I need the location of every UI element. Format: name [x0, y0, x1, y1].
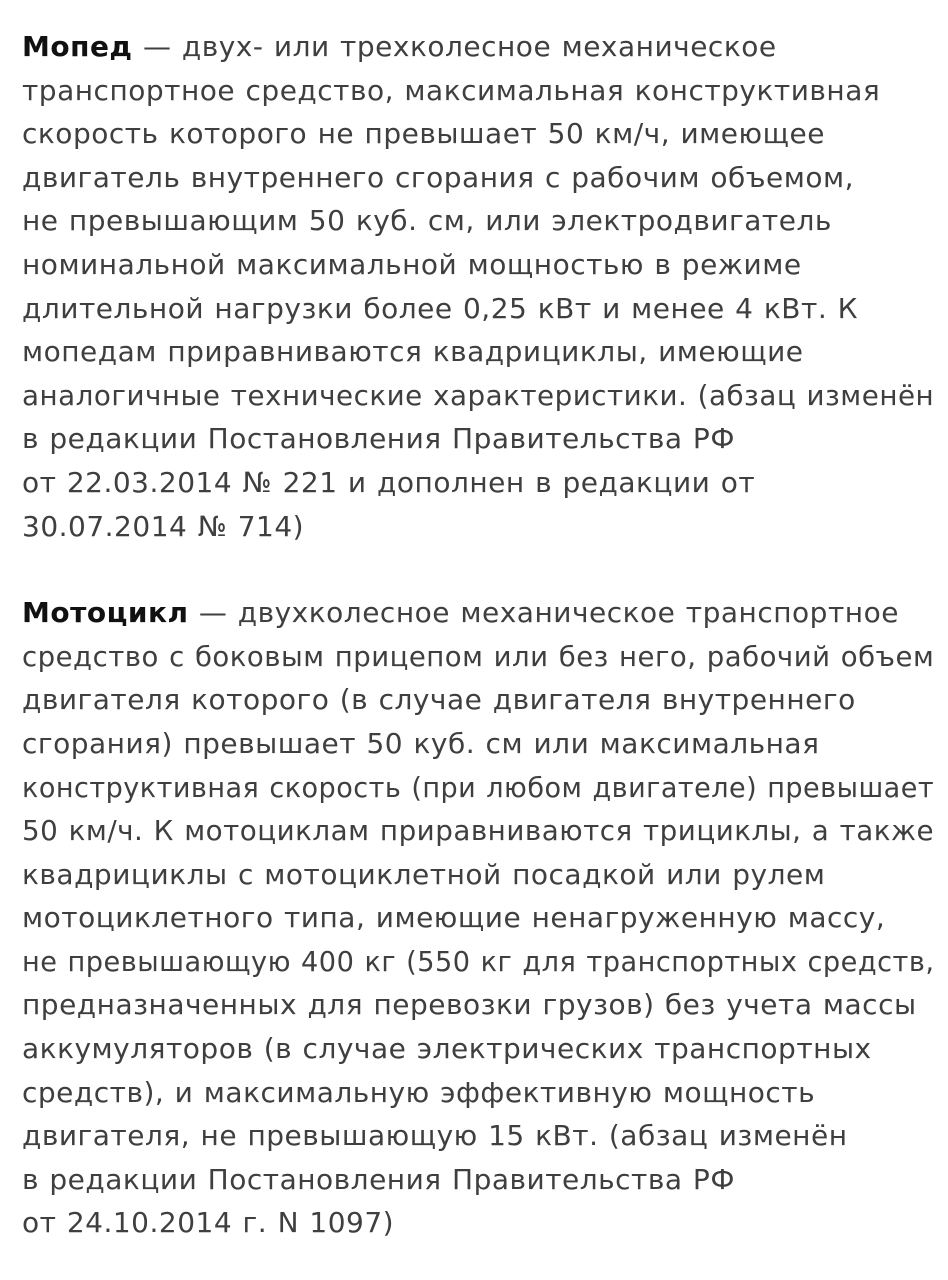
definition-text-line: мотоциклетного типа, имеющие ненагруженную массу, — [22, 901, 886, 935]
term-moped: Мопед — [22, 30, 133, 63]
definition-text-line: длительной нагрузки более 0,25 кВт и менее 4 кВт. К — [22, 291, 858, 325]
definition-text-line: не превышающим 50 куб. см, или электродвигатель — [22, 204, 832, 238]
definition-text-line: 30.07.2014 № 714) — [22, 509, 305, 543]
definition-text-line: мопедам приравниваются квадрициклы, имеющие — [22, 335, 804, 369]
definition-text-line: двигателя которого (в случае двигателя внутреннего — [22, 683, 856, 717]
definition-text-line: конструктивная скорость (при любом двигателе) превышает — [22, 770, 935, 804]
definition-text-line: двигателя, не превышающую 15 кВт. (абзац изменён — [22, 1119, 848, 1153]
definition-text-line: от 24.10.2014 г. N 1097) — [22, 1206, 395, 1240]
definition-text-line: — двухколесное механическое транспортное — [188, 596, 899, 630]
definition-text-line: в редакции Постановления Правительства РФ — [22, 1162, 735, 1196]
definition-text-line: 50 км/ч. К мотоциклам приравниваются трициклы, а также — [22, 814, 935, 848]
definition-text-line: — двух- или трехколесное механическое — [132, 30, 777, 63]
definition-moped — [22, 25, 934, 548]
definition-text-line: предназначенных для перевозки грузов) без учета массы — [22, 988, 917, 1022]
definition-text-line: сгорания) превышает 50 куб. см или максимальная — [22, 726, 820, 760]
definition-text-line: номинальной максимальной мощностью в режиме — [22, 247, 802, 281]
definition-text-line: транспортное средство, максимальная конструктивная — [22, 73, 881, 107]
definition-text-line: средство с боковым прицепом или без него, рабочий объем — [22, 639, 935, 673]
document-page — [22, 25, 934, 1245]
definition-text-line: не превышающую 400 кг (550 кг для транспортных средств, — [22, 944, 935, 978]
definition-text-line: скорость которого не превышает 50 км/ч, имеющее — [22, 117, 825, 151]
definition-text-line: в редакции Постановления Правительства РФ — [22, 422, 735, 456]
paragraph-spacer — [22, 548, 934, 591]
definition-text-line: от 22.03.2014 № 221 и дополнен в редакции от — [22, 465, 756, 499]
definition-text-line: квадрициклы с мотоциклетной посадкой или рулем — [22, 857, 826, 891]
definition-text-line: двигатель внутреннего сгорания с рабочим объемом, — [22, 160, 855, 194]
term-motorcycle: Мотоцикл — [22, 596, 189, 630]
definition-first-line — [22, 591, 934, 635]
definition-text-line: аккумуляторов (в случае электрических транспортных — [22, 1032, 872, 1066]
definition-first-line — [22, 25, 934, 69]
definition-motorcycle — [22, 591, 934, 1245]
definition-text-line: средств), и максимальную эффективную мощность — [22, 1075, 816, 1109]
definition-text-line: аналогичные технические характеристики. (абзац изменён — [22, 378, 935, 412]
